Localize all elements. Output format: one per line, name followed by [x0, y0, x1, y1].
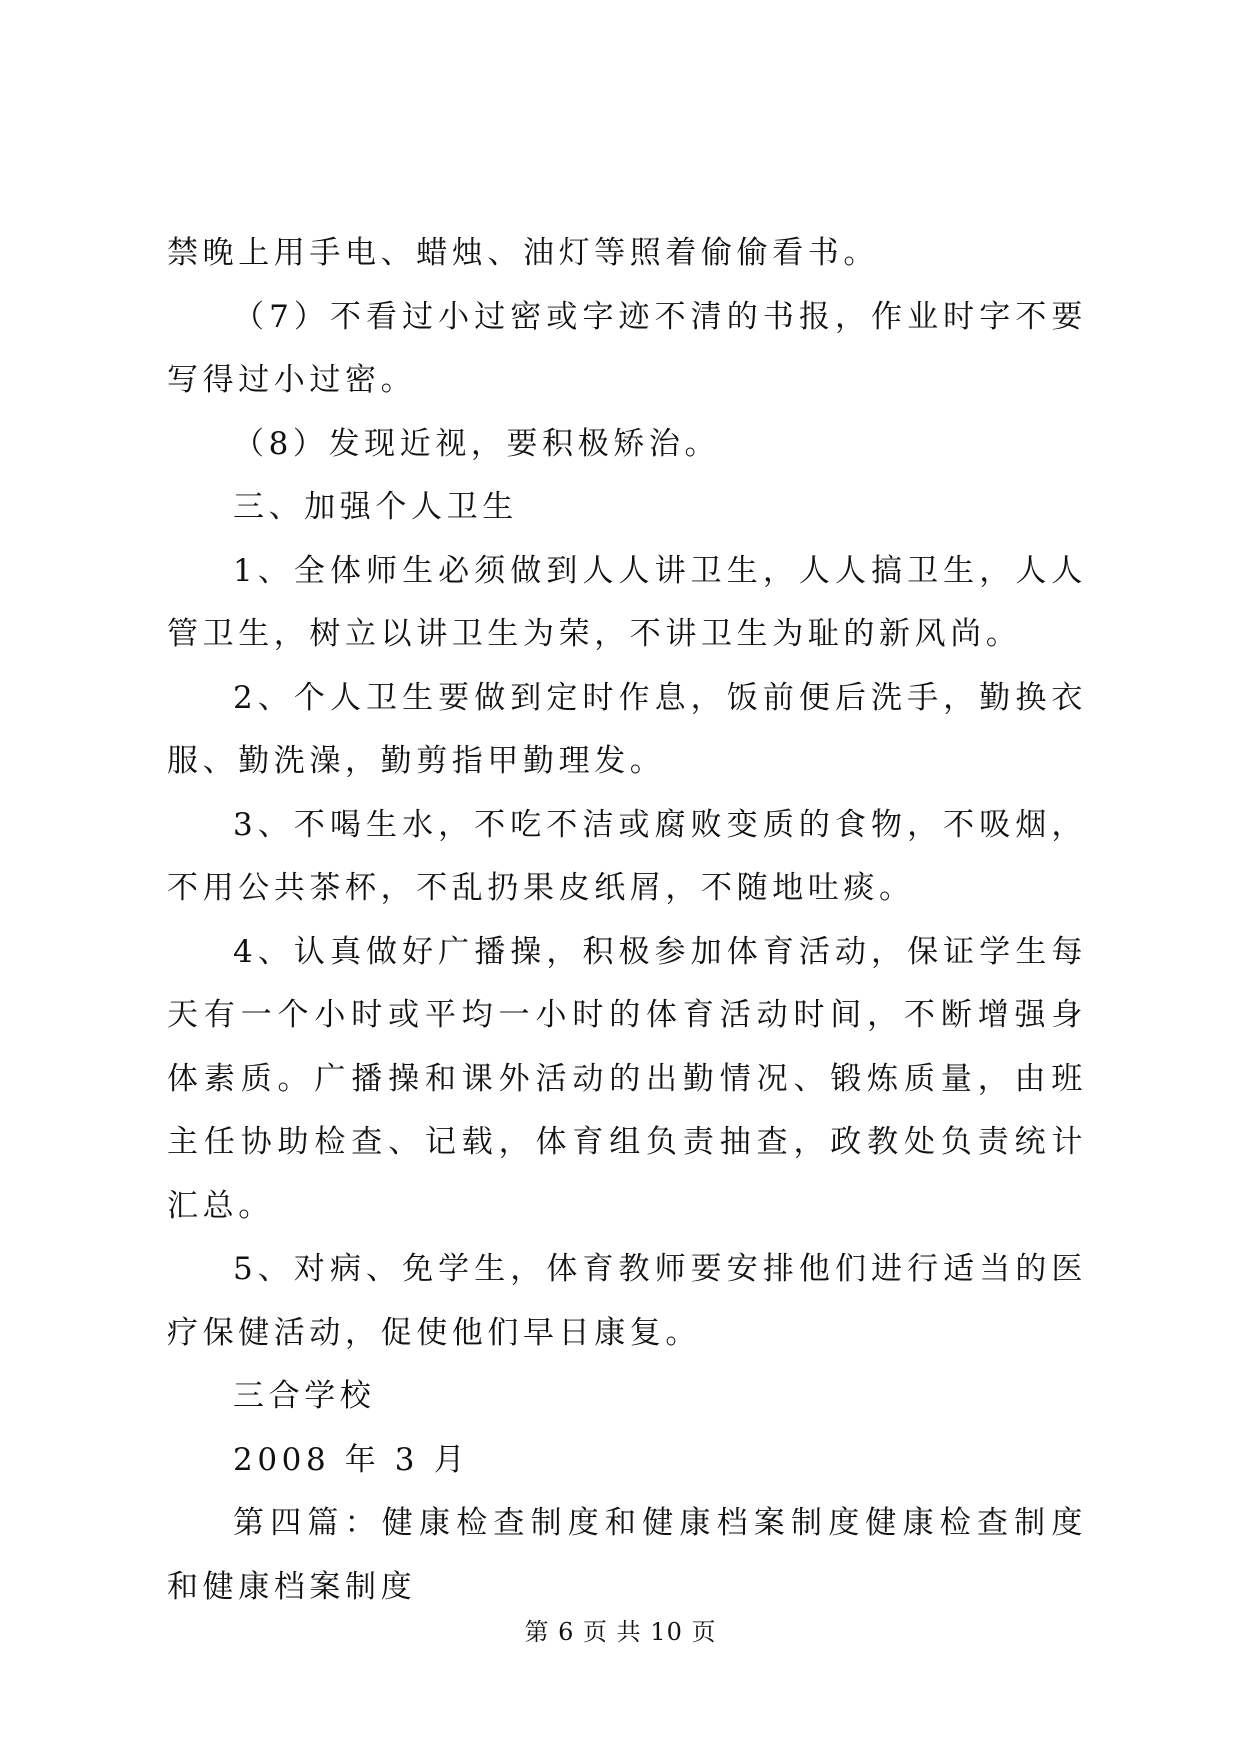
- paragraph-continuation: 禁晚上用手电、蜡烛、油灯等照着偷偷看书。: [167, 235, 879, 271]
- signature-school: 三合学校: [233, 1378, 376, 1414]
- signature-date: 2008 年 3 月: [233, 1441, 470, 1478]
- paragraph-item-8: （8）发现近视，要积极矫治。: [233, 425, 721, 462]
- paragraph-item-3: 3、不喝生水，不吃不洁或腐败变质的食物，不吸烟，不用公共茶杯，不乱扔果皮纸屑，不随地吐痰。: [167, 806, 1087, 906]
- paragraph-item-7: （7）不看过小过密或字迹不清的书报，作业时字不要写得过小过密。: [167, 298, 1087, 398]
- page-number-footer: 第 6 页 共 10 页: [524, 1618, 717, 1646]
- chapter-title: 第四篇：健康检查制度和健康档案制度健康检查制度和健康档案制度: [167, 1505, 1087, 1605]
- paragraph-item-2: 2、个人卫生要做到定时作息，饭前便后洗手，勤换衣服、勤洗澡，勤剪指甲勤理发。: [167, 679, 1087, 779]
- section-heading: 三、加强个人卫生: [233, 489, 518, 525]
- document-body: [167, 222, 1087, 1619]
- paragraph-item-5: 5、对病、免学生，体育教师要安排他们进行适当的医疗保健活动，促使他们早日康复。: [167, 1251, 1087, 1351]
- paragraph-item-4: 4、认真做好广播操，积极参加体育活动，保证学生每天有一个小时或平均一小时的体育活动时间，不断增强身体素质。广播操和课外活动的出勤情况、锻炼质量，由班主任协助检查、记载，体育组负责抽查，政教处负责统计汇总。: [167, 933, 1087, 1224]
- paragraph-item-1: 1、全体师生必须做到人人讲卫生，人人搞卫生，人人管卫生，树立以讲卫生为荣，不讲卫生为耻的新风尚。: [167, 552, 1087, 652]
